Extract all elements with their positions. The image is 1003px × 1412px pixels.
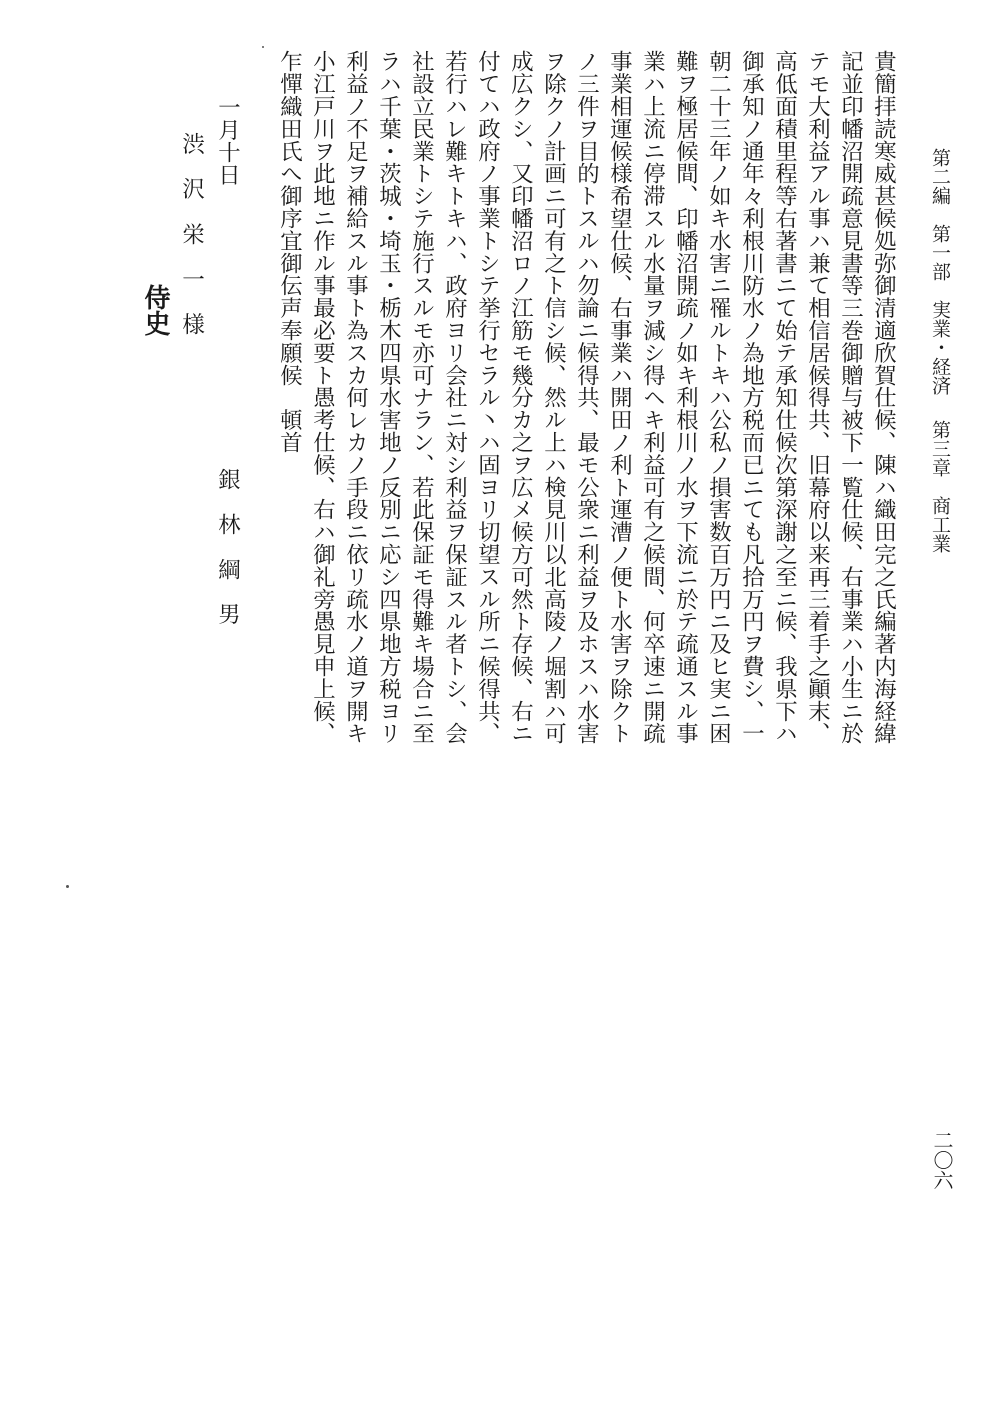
body-line-4: 高低面積里程等右著書ニて始テ承知仕候次第深謝之至ニ候、我県下ハ (771, 50, 798, 745)
body-line-9: 事業相運候様希望仕候、右事業ハ開田ノ利ト運漕ノ便ト水害ヲ除クト (606, 50, 633, 745)
body-line-6: 朝二十三年ノ如キ水害ニ罹ルトキハ公私ノ損害数百万円ニ及ヒ実ニ困 (705, 50, 732, 745)
body-line-14: 若行ハレ難キトキハ、政府ヨリ会社ニ対シ利益ヲ保証スル者トシ、会 (441, 50, 468, 745)
body-line-3: テモ大利益アル事ハ兼て相信居候得共、旧幕府以来再三着手之顚末、 (804, 50, 831, 745)
body-line-16: ラハ千葉・茨城・埼玉・栃木四県水害地ノ反別ニ応シ四県地方税ヨリ (375, 50, 402, 745)
body-line-18: 小江戸川ヲ此地ニ作ル事最必要ト愚考仕候、右ハ御礼旁愚見申上候、 (309, 50, 336, 745)
body-line-15: 社設立民業トシテ施行スルモ亦可ナラン、若此保証モ得難キ場合ニ至 (408, 50, 435, 745)
body-line-2: 記並印幡沼開疏意見書等三巻御贈与被下一覧仕候、右事業ハ小生ニ於 (837, 50, 864, 745)
body-line-5: 御承知ノ通年々利根川防水ノ為地方税而已ニても凡拾万円ヲ費シ、一 (738, 50, 765, 745)
body-line-1: 貴簡拝読寒威甚候処弥御清適欣賀仕候、陳ハ織田完之氏編著内海経緯 (870, 50, 897, 745)
body-line-11: ヲ除クノ計画ニ可有之ト信シ候、然ル上ハ検見川以北高陵ノ堀割ハ可 (540, 50, 567, 745)
print-speck (262, 46, 264, 48)
body-line-17: 利益ノ不足ヲ補給スル事ト為スカ何レカノ手段ニ依リ疏水ノ道ヲ開キ (342, 50, 369, 745)
running-header-part: 第二編 第一部 実業・経済 (929, 148, 951, 395)
body-line-10: ノ三件ヲ目的トスルハ勿論ニ候得共、最モ公衆ニ利益ヲ及ホスハ水害 (573, 50, 600, 745)
running-header-chapter: 第三章 商工業 (929, 420, 951, 553)
letter-date: 一月十日 (214, 96, 241, 186)
body-line-19: 乍憚織田氏へ御序宜御伝声奉願候 頓首 (276, 50, 303, 454)
body-line-12: 成広クシ、又印幡沼ロノ江筋モ幾分カ之ヲ広メ候方可然ト存候、右ニ (507, 50, 534, 745)
letter-recipient: 渋 沢 栄 一 様 (178, 132, 205, 336)
body-line-7: 難ヲ極居候間、印幡沼開疏ノ如キ利根川ノ水ヲ下流ニ於テ疏通スル事 (672, 50, 699, 745)
page-number: 二〇六 (930, 1130, 954, 1190)
body-line-8: 業ハ上流ニ停滞スル水量ヲ減シ得ヘキ利益可有之候間、何卒速ニ開疏 (639, 50, 666, 745)
letter-salutation: 侍史 (140, 284, 170, 336)
letter-sender: 銀 林 綱 男 (214, 468, 241, 625)
body-line-13: 付てハ政府ノ事業トシテ挙行セラル丶ハ固ヨリ切望スル所ニ候得共、 (474, 50, 501, 745)
print-speck (66, 885, 69, 888)
